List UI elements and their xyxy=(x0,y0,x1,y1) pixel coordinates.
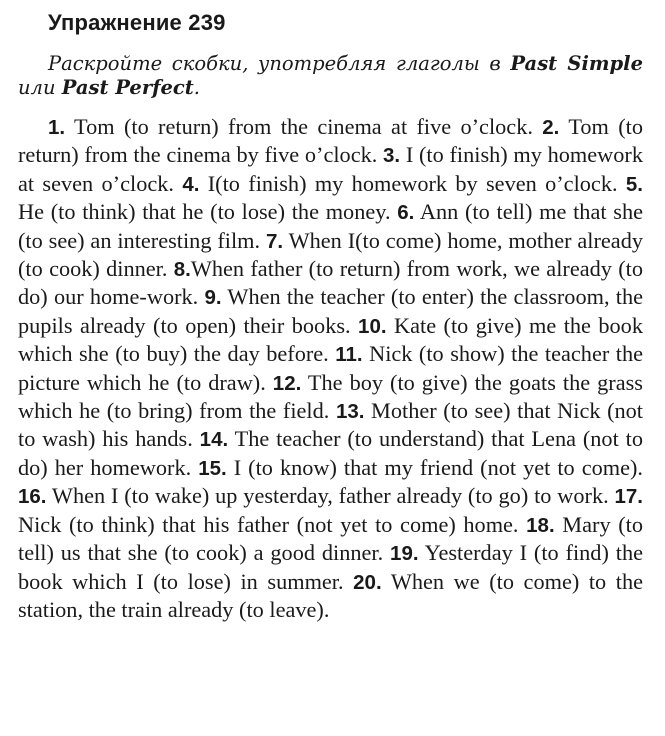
instruction-tense-past-perfect: Past Perfect xyxy=(61,76,194,99)
sentence-number: 2. xyxy=(542,116,560,139)
exercise-body xyxy=(18,113,643,623)
sentence-text: Nick (to show) the teacher the picture which he (to draw). xyxy=(18,341,643,395)
sentence-text: When I (to wake) up yesterday, father already (to go) to work. xyxy=(46,483,615,509)
sentence-number: 8. xyxy=(173,258,191,282)
sentence-text: I (to know) that my friend (not yet to come). xyxy=(226,454,643,480)
instruction-text: Раскройте скобки, употребляя глаголы в xyxy=(48,52,511,75)
sentence-text: Tom (to return) from the cinema by five o’clock. xyxy=(18,114,643,168)
sentence-text: When we (to come) to the station, the train already (to leave). xyxy=(18,568,643,622)
sentence-text: Mary (to tell) us that she (to cook) a good dinner. xyxy=(18,511,643,566)
instruction-text: . xyxy=(193,76,200,99)
sentence-text: When the teacher (to enter) the classroom, the pupils already (to open) their books. xyxy=(18,284,643,338)
sentence-number: 10. xyxy=(358,314,387,338)
sentence-number: 5. xyxy=(625,172,643,196)
sentence-text: Kate (to give) me the book which she (to buy) the day before. xyxy=(18,312,643,367)
sentence-number: 11. xyxy=(335,343,363,367)
sentence-number: 6. xyxy=(397,201,415,225)
sentence-text: He (to think) that he (to lose) the money. xyxy=(18,199,398,225)
sentence-item xyxy=(18,483,615,508)
instruction-text: или xyxy=(18,76,62,99)
sentence-item xyxy=(182,171,626,196)
sentence-text: The teacher (to understand) that Lena (not to do) her homework. xyxy=(18,426,643,480)
exercise-instructions xyxy=(18,52,643,100)
sentence-text: Yesterday I (to find) the book which I (to lose) in summer. xyxy=(18,540,643,594)
sentence-number: 7. xyxy=(265,229,284,253)
sentence-text: I (to finish) my homework at seven o’clock. xyxy=(18,142,643,196)
sentence-text: Ann (to tell) me that she (to see) an interesting film. xyxy=(18,199,644,253)
sentence-text: Tom (to return) from the cinema at five o’clock. xyxy=(65,114,543,139)
sentence-number: 20. xyxy=(353,570,382,594)
sentence-text: I(to finish) my homework by seven o’clock. xyxy=(199,170,626,196)
sentence-number: 15. xyxy=(198,456,227,480)
sentence-item xyxy=(48,114,542,139)
sentence-number: 1. xyxy=(48,116,66,139)
sentence-number: 3. xyxy=(383,144,401,168)
sentence-item xyxy=(198,455,643,480)
sentence-text: When I(to come) home, mother already (to cook) dinner. xyxy=(18,227,643,282)
sentence-number: 17. xyxy=(614,485,643,509)
sentence-number: 18. xyxy=(526,513,555,537)
sentence-number: 19. xyxy=(390,542,419,566)
sentence-number: 14. xyxy=(199,428,229,452)
sentence-number: 4. xyxy=(182,172,200,196)
sentence-number: 16. xyxy=(18,485,47,509)
sentence-number: 12. xyxy=(272,371,302,395)
sentence-text: The boy (to give) the goats the grass which he (to bring) from the field. xyxy=(18,369,643,424)
exercise-title: Упражнение 239 xyxy=(48,10,226,35)
sentence-text: Nick (to think) that his father (not yet to come) home. xyxy=(18,511,527,537)
sentence-number: 9. xyxy=(204,286,222,310)
sentence-text: Mother (to see) that Nick (not to wash) his hands. xyxy=(18,398,643,452)
sentence-text: When father (to return) from work, we already (to do) our home-work. xyxy=(18,256,643,310)
instruction-tense-past-simple: Past Simple xyxy=(510,52,643,75)
sentence-number: 13. xyxy=(335,400,365,424)
